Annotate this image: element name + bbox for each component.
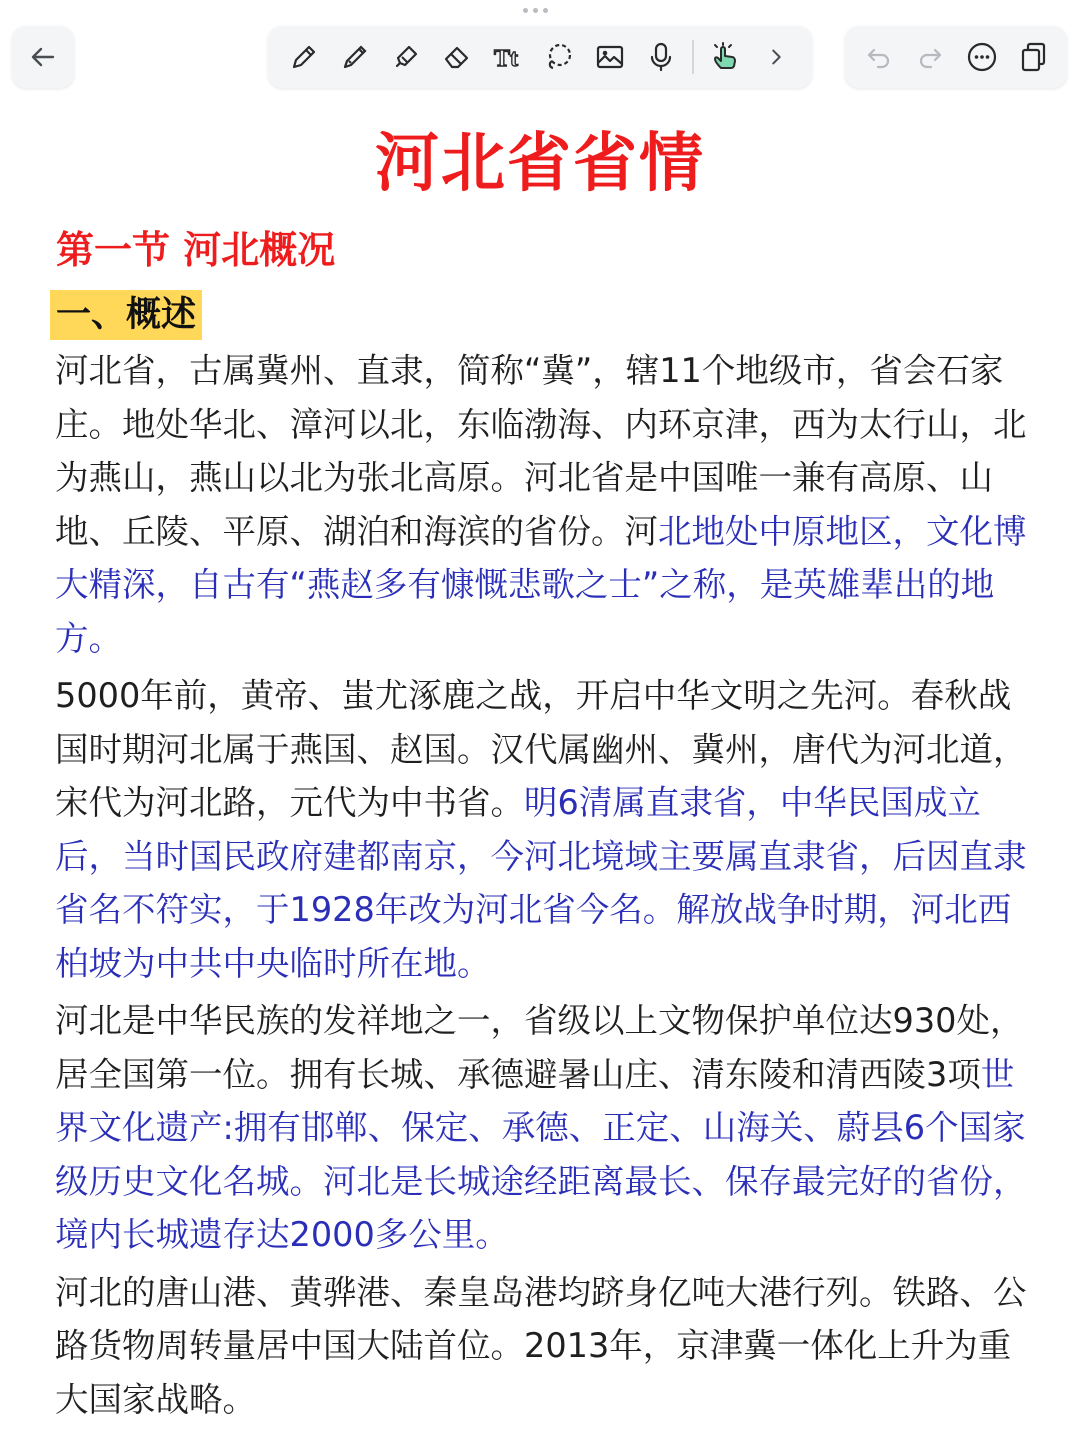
back-button-container	[12, 26, 74, 88]
paragraph-text: 河北的唐山港、黄骅港、秦皇岛港均跻身亿吨大港行列。铁路、公路货物周转量居中国大陆首位。2013年，京津冀一体化上升为重大国家战略。	[55, 1272, 1027, 1419]
paragraph	[55, 994, 1028, 1262]
page-actions	[845, 26, 1067, 88]
paragraph	[55, 344, 1028, 665]
text-tool-icon[interactable]	[488, 37, 528, 77]
highlighted-text: 明6清属直隶省，中华民国成立后，当时国民政府建都南京，今河北境域主要属直隶省，后因直隶省名不符实，于1928年改为河北省今名。解放战争时期，河北西柏坡为中共中央临时所在地。	[55, 783, 1027, 983]
eraser-icon[interactable]	[437, 37, 477, 77]
back-arrow-icon[interactable]	[23, 37, 63, 77]
svg-text:Tt: Tt	[493, 46, 518, 72]
microphone-icon[interactable]	[641, 37, 681, 77]
pen-icon[interactable]	[335, 37, 375, 77]
section-heading: 第一节 河北概况	[56, 228, 336, 272]
chevron-right-icon[interactable]	[756, 37, 796, 77]
highlighter-icon[interactable]	[386, 37, 426, 77]
touch-gesture-icon[interactable]	[705, 37, 745, 77]
redo-icon[interactable]	[910, 37, 950, 77]
highlighted-text: 世界文化遗产:拥有邯郸、保定、承德、正定、山海关、蔚县6个国家级历史文化名城。河北是长城途经距离最长、保存最完好的省份，境内长城遗存达2000多公里。	[55, 1054, 1027, 1254]
sub-heading: 一、概述	[50, 290, 202, 340]
toolbar	[0, 20, 1080, 98]
paragraph-text: 5000年前，黄帝、蚩尤涿鹿之战，开启中华文明之先河。春秋战国时期河北属于燕国、赵国。汉代属幽州、冀州，唐代为河北道，宋代为河北路，元代为中书省。	[55, 676, 1027, 822]
paragraph-text: 河北是中华民族的发祥地之一，省级以上文物保护单位达930处，居全国第一位。拥有长城、承德避暑山庄、清东陵和清西陵3项	[55, 1001, 1024, 1094]
document-title: 河北省省情	[375, 127, 705, 201]
document-page[interactable]	[0, 108, 1080, 1426]
pencil-icon[interactable]	[284, 37, 324, 77]
undo-icon[interactable]	[859, 37, 899, 77]
toolbar-divider	[692, 40, 694, 74]
more-icon[interactable]	[962, 37, 1002, 77]
drag-handle[interactable]	[523, 8, 548, 13]
lasso-icon[interactable]	[539, 37, 579, 77]
paragraph	[55, 669, 1028, 990]
paragraph	[55, 1266, 1028, 1427]
paragraph-text: 河北省，古属冀州、直隶，简称“冀”，辖11个地级市，省会石家庄。地处华北、漳河以北，东临渤海、内环京津，西为太行山，北为燕山，燕山以北为张北高原。河北省是中国唯一兼有高原、山地、丘陵、平原、湖泊和海滨的省份。河	[55, 351, 1027, 551]
image-icon[interactable]	[590, 37, 630, 77]
pages-icon[interactable]	[1013, 37, 1053, 77]
drawing-tools	[268, 26, 812, 88]
highlighted-text: 北地处中原地区，文化博大精深，自古有“燕赵多有慷慨悲歌之士”之称，是英雄辈出的地方。	[55, 511, 1027, 658]
